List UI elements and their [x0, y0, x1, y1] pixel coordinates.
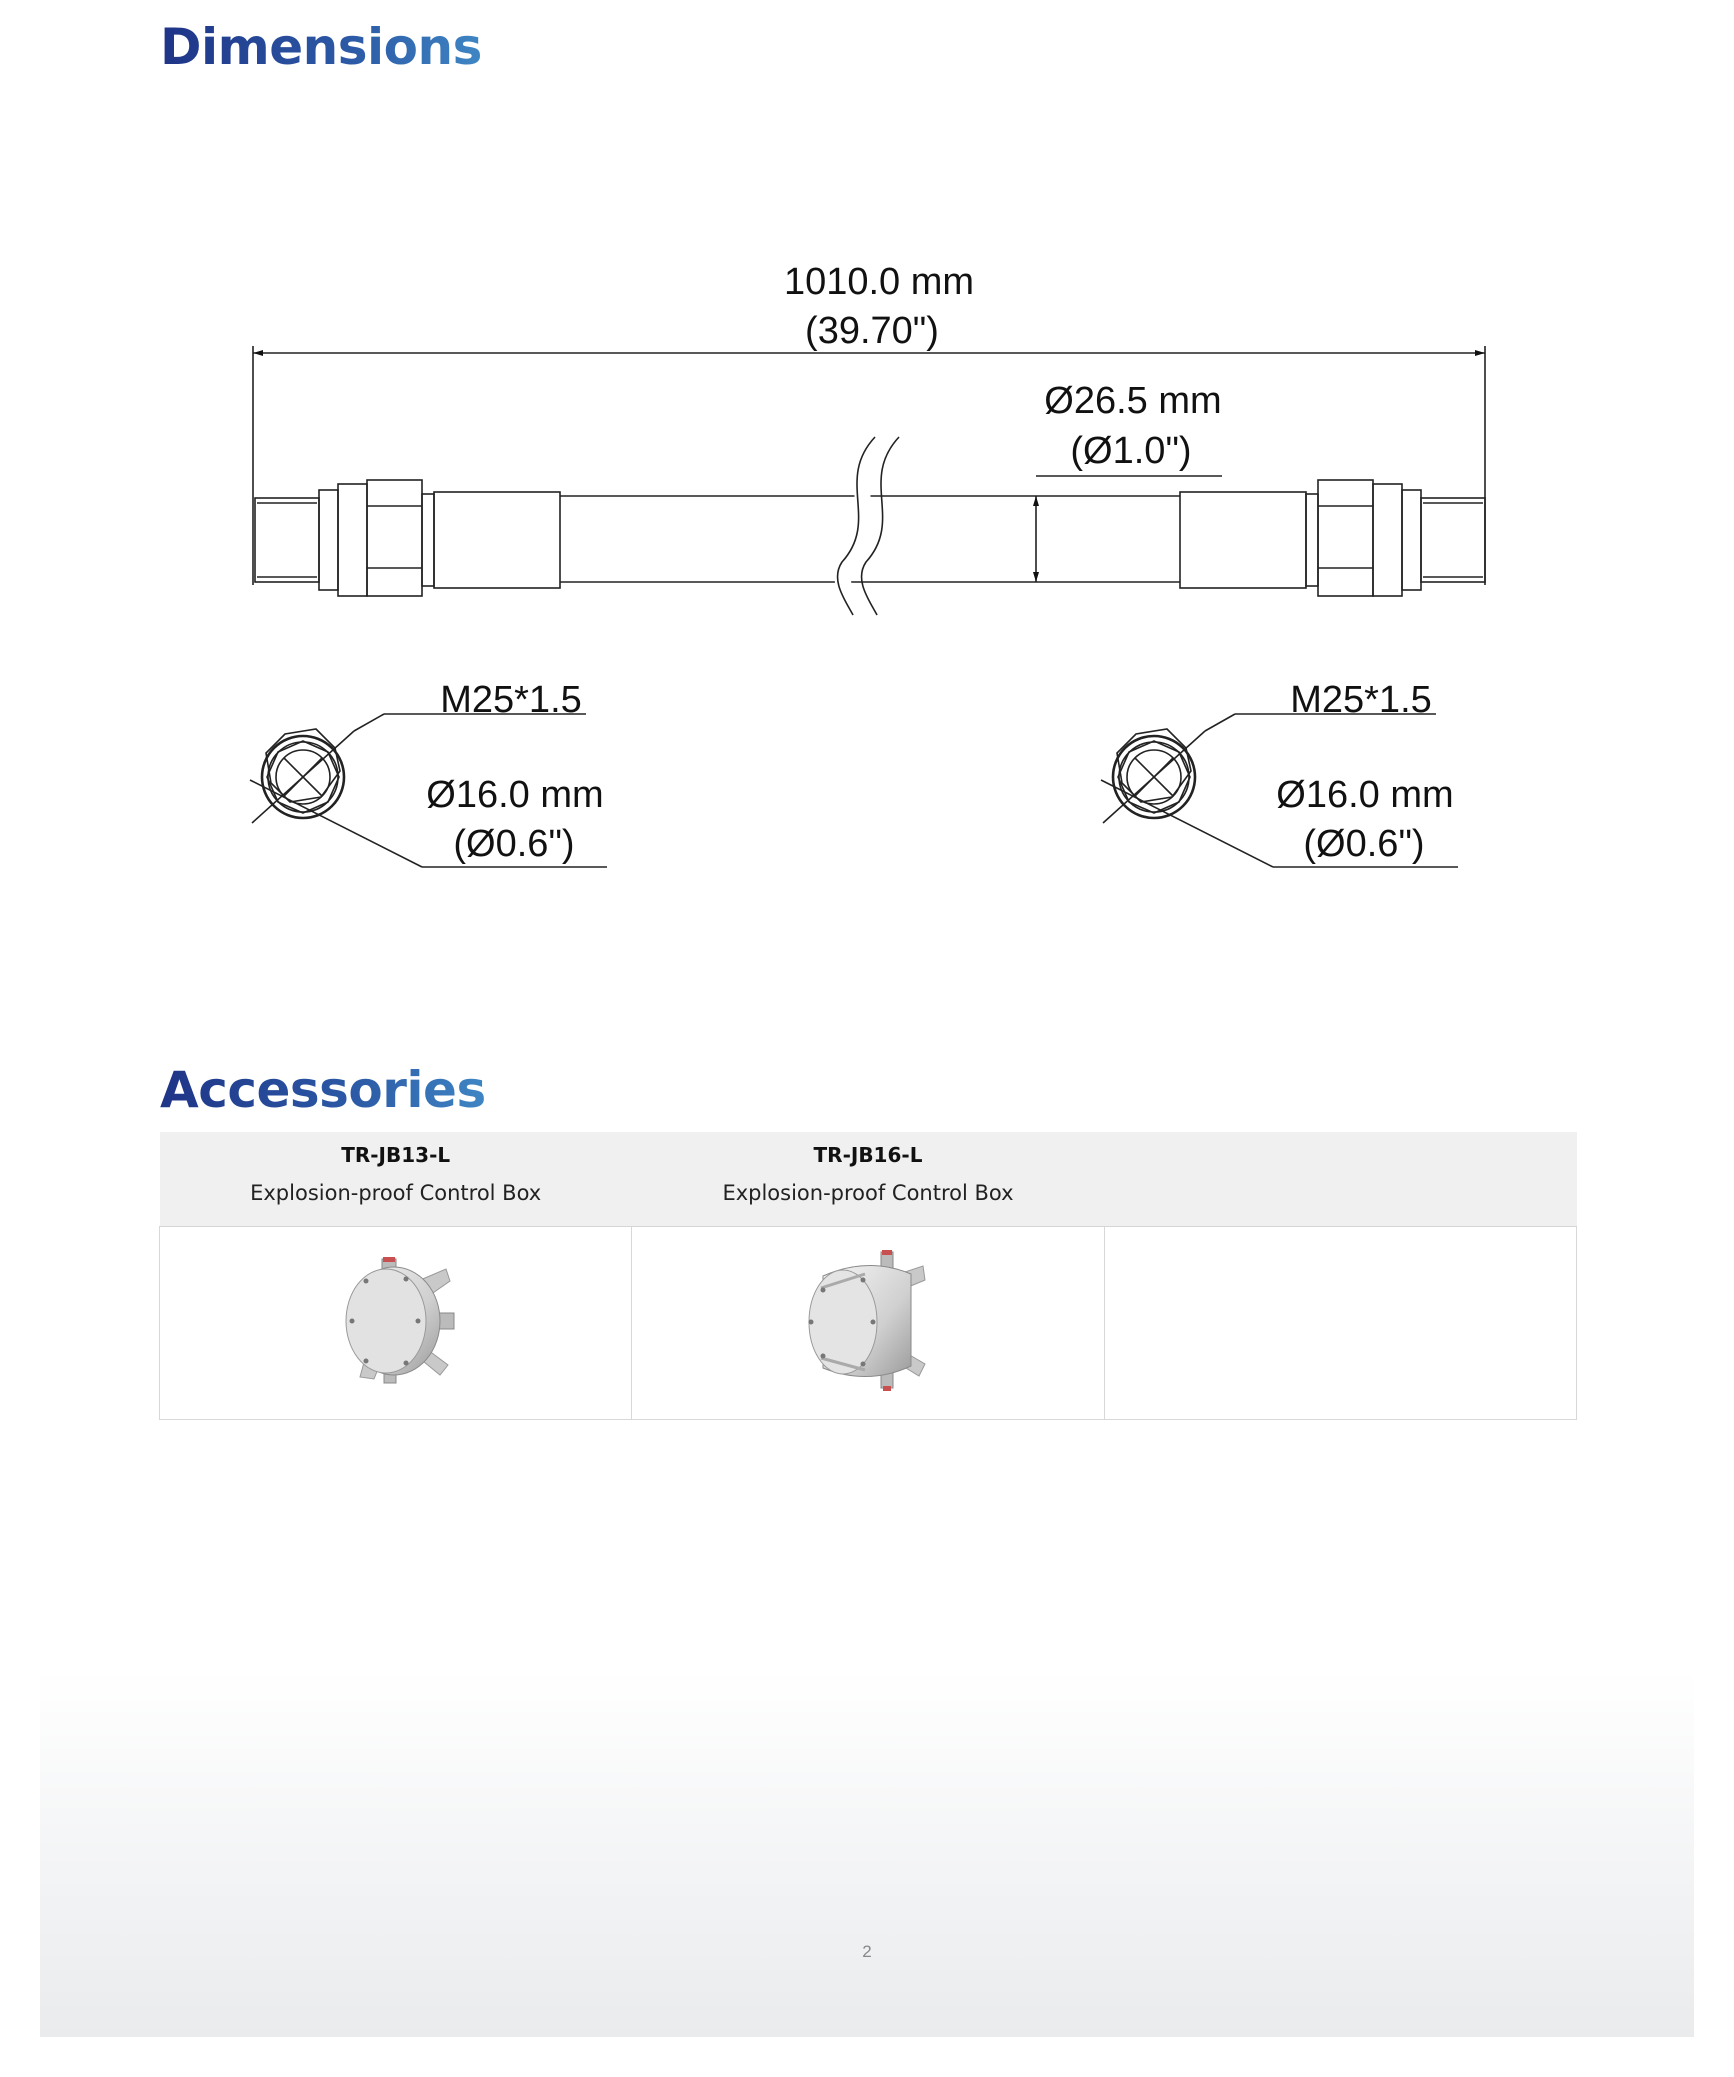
accessories-title: Accessories [160, 1061, 486, 1119]
accessory-image-cell-1 [160, 1227, 632, 1420]
control-box-jb16-image [793, 1246, 943, 1396]
accessory-header-3 [1104, 1132, 1576, 1227]
accessory-image-cell-3 [1104, 1227, 1576, 1420]
accessories-image-row [160, 1227, 1577, 1420]
right-thread-end [1421, 498, 1485, 582]
right-hex-nut [1318, 480, 1373, 596]
accessory-description: Explosion-proof Control Box [250, 1181, 542, 1205]
accessory-description: Explosion-proof Control Box [722, 1181, 1014, 1205]
accessory-model: TR-JB16-L [813, 1143, 923, 1167]
control-box-jb13-image [326, 1251, 466, 1391]
right-ferrule [1180, 492, 1306, 588]
dimension-drawing [0, 0, 1734, 960]
left-end-diameter-mm-label: Ø16.0 mm [426, 774, 604, 816]
accessories-table [159, 1132, 1577, 1420]
right-end-diameter-in-label: (Ø0.6") [1303, 823, 1425, 865]
hose-diameter-in-label: (Ø1.0") [1070, 430, 1192, 472]
accessory-model [1104, 1140, 1576, 1178]
right-end-diameter-mm-label: Ø16.0 mm [1276, 774, 1454, 816]
dimensions-title: Dimensions [160, 18, 482, 76]
left-ferrule [434, 492, 560, 588]
left-thread-label: M25*1.5 [440, 679, 582, 721]
overall-length-in-label: (39.70") [805, 310, 939, 352]
left-thread-end [255, 498, 319, 582]
accessory-model: TR-JB13-L [341, 1143, 451, 1167]
right-thread-label: M25*1.5 [1290, 679, 1432, 721]
accessory-image-cell-2 [632, 1227, 1104, 1420]
left-hex-nut [367, 480, 422, 596]
page-number: 2 [862, 1942, 872, 1961]
accessory-header-1 [160, 1132, 632, 1227]
accessories-header-row [160, 1132, 1577, 1227]
overall-length-mm-label: 1010.0 mm [783, 261, 975, 303]
left-end-diameter-in-label: (Ø0.6") [453, 823, 575, 865]
footer-background [40, 1670, 1694, 2037]
hose-diameter-mm-label: Ø26.5 mm [1044, 380, 1222, 422]
accessory-header-2 [632, 1132, 1104, 1227]
